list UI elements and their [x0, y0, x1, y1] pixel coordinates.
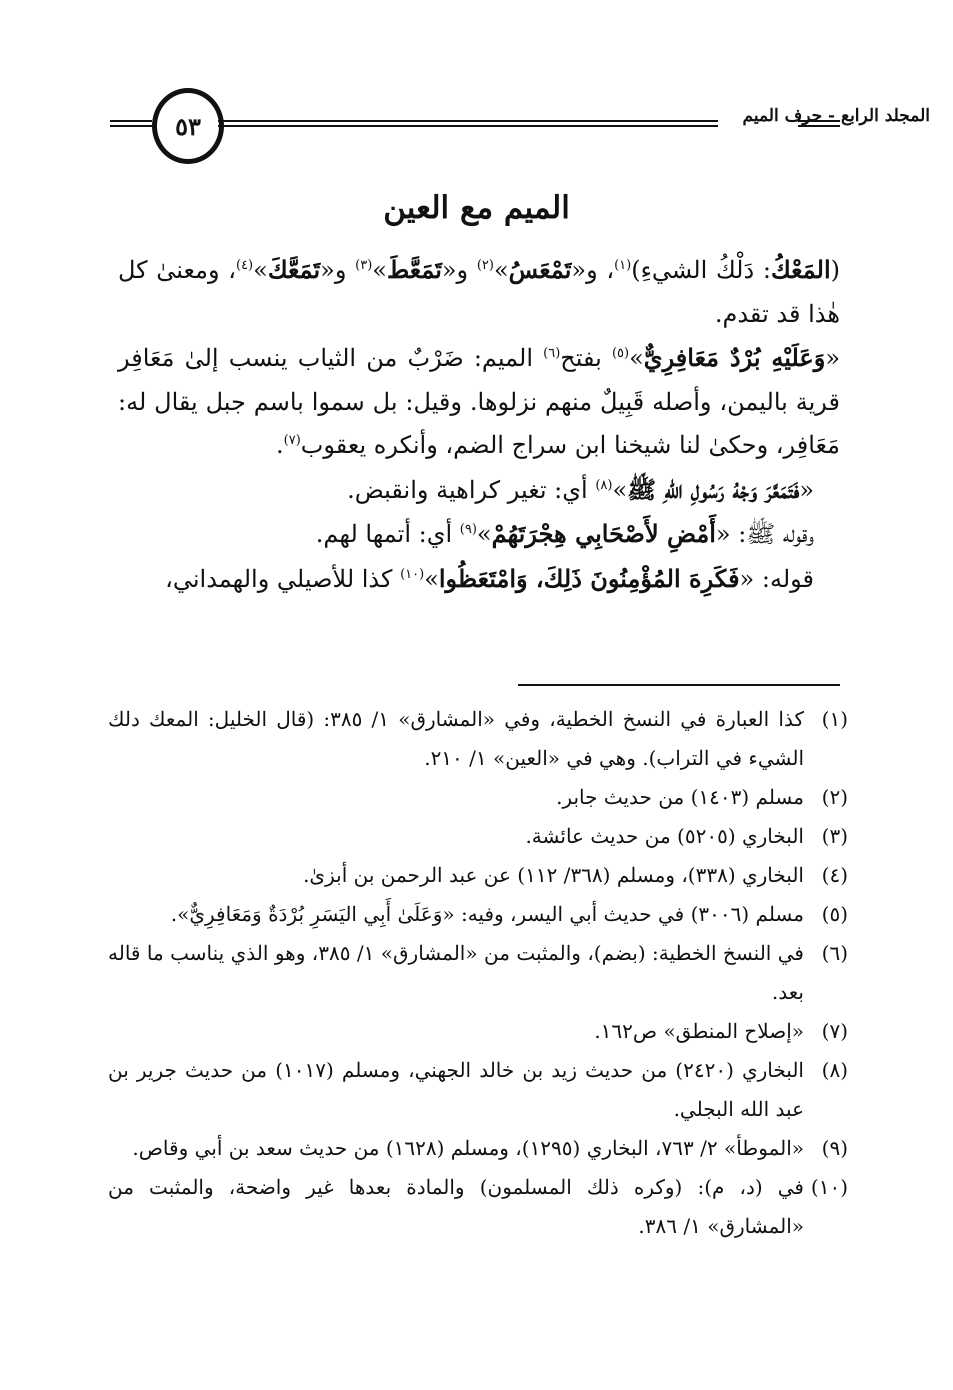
headword: فَتَمَعَّرَ وَجْهُ رَسُولِ اللهِ ﷺ — [627, 474, 800, 504]
footnote-number: (٩) — [821, 1136, 848, 1160]
footnote-5 — [108, 895, 848, 934]
paragraph-3: «فَتَمَعَّرَ وَجْهُ رَسُولِ اللهِ ﷺ»$^{(٨)}$ أي: تغير كراهية وانقبض. — [347, 474, 814, 504]
footnote-text: في النسخ الخطية: (بضم)، والمثبت من «المشارق» ١/ ٣٨٥، وهو الذي يناسب ما قاله بعد. — [108, 941, 804, 1004]
footnote-ref: (٣) — [355, 258, 373, 273]
footnote-6 — [108, 934, 848, 1012]
footnote-number: (١) — [821, 707, 848, 731]
headword: المَعْكُ — [770, 255, 831, 284]
footnote-7 — [108, 1012, 848, 1051]
paragraph-5: قوله: «فَكَرِهَ المُؤْمِنُونَ ذَلِكَ، وَامْتَعَظُوا»$^{(١٠)}$ كذا للأصيلي والهمداني، — [165, 563, 814, 593]
chapter-title: الميم مع العين — [383, 190, 570, 226]
footnote-number: (٣) — [821, 824, 848, 848]
header-rule-right — [798, 120, 840, 127]
footnote-4 — [108, 856, 848, 895]
footnote-ref: (٩) — [459, 522, 477, 537]
page-header — [110, 84, 930, 164]
footnote-number: (٤) — [821, 863, 848, 887]
footnote-2 — [108, 778, 848, 817]
footnote-9 — [108, 1129, 848, 1168]
footnote-text: مسلم (١٤٠٣) من حديث جابر. — [556, 785, 804, 809]
page-number: ٥٣ — [152, 88, 224, 164]
footnote-text: كذا العبارة في النسخ الخطية، وفي «المشارق» ١/ ٣٨٥: (قال الخليل: المعك دلك الشيء في التراب). وهي في «العين» ١/ ٢١٠. — [108, 707, 804, 770]
footnote-8 — [108, 1051, 848, 1129]
footnote-ref: (١٠) — [400, 566, 425, 582]
headword: تَمَعَّطَ — [386, 255, 442, 284]
running-head: المجلد الرابع - حرف الميم — [742, 106, 930, 126]
footnote-ref: (١) — [614, 258, 632, 273]
footnote-10 — [108, 1168, 848, 1246]
footnote-text: البخاري (٥٢٠٥) من حديث عائشة. — [525, 824, 804, 848]
header-rule-left — [110, 120, 152, 127]
headword: تَمَعَّكَ — [267, 255, 321, 284]
footnote-ref: (٤) — [235, 258, 254, 273]
footnote-3 — [108, 817, 848, 856]
footnote-divider — [518, 684, 840, 686]
footnote-1 — [108, 700, 848, 778]
footnote-number: (٧) — [821, 1019, 848, 1043]
headword: أَمْضِ لأَصْحَابِي هِجْرَتَهُمْ — [491, 519, 716, 548]
footnote-text: البخاري (٢٤٢٠) من حديث زيد بن خالد الجهني، ومسلم (١٠١٧) من حديث جرير بن عبد الله البجلي. — [108, 1058, 804, 1121]
footnote-text: البخاري (٣٣٨)، ومسلم (٣٦٨/ ١١٢) عن عبد الرحمن بن أبزىٰ. — [303, 863, 804, 887]
headword: وَعَلَيْهِ بُرْدٌ مَعَافِرِيٌّ — [643, 343, 826, 372]
footnote-ref: (٦) — [543, 346, 561, 361]
main-text — [118, 248, 840, 601]
headword: فَكَرِهَ المُؤْمِنُونَ ذَلِكَ، وَامْتَعَظُوا — [438, 563, 740, 593]
footnote-ref: (٢) — [476, 258, 494, 273]
footnote-number: (٦) — [821, 941, 848, 965]
footnote-text: في (د، م): (وكره ذلك المسلمون) والمادة بعدها غير واضحة، والمثبت من «المشارق» ١/ ٣٨٦. — [108, 1175, 804, 1238]
footnote-ref: (٨) — [595, 477, 613, 493]
footnote-ref: (٧) — [283, 433, 301, 448]
paragraph-2: «وَعَلَيْهِ بُرْدٌ مَعَافِرِيٌّ»$^{(٥)}$ بفتح$^{(٦)}$ الميم: ضَرْبٌ من الثياب ينسب إلىٰ مَعَافِر قرية باليمن، وأصله قَبِيلٌ منهم نزلوها. وقيل: بل سموا باسم جبل يقال له: مَعَافِر، وحكىٰ لنا شيخنا ابن سراج الضم، وأنكره يعقوب$^{(٧)}$. — [118, 343, 840, 459]
footnote-ref: (٥) — [611, 346, 630, 361]
paragraph-4: وقوله ﷺ: «أَمْضِ لأَصْحَابِي هِجْرَتَهُمْ»$^{(٩)}$ أي: أتمها لهم. — [315, 519, 814, 548]
footnote-number: (٥) — [821, 902, 848, 926]
footnote-text: «إصلاح المنطق» ص١٦٢. — [594, 1019, 804, 1043]
paragraph-1: (المَعْكُ: دَلْكُ الشيءِ)$^{(١)}$، و«تَمْعَسُ»$^{(٢)}$ و«تَمَعَّطَ»$^{(٣)}$ و«تَمَعَّكَ»$^{(٤)}$، ومعنىٰ كل هٰذا قد تقدم. — [118, 255, 840, 328]
footnote-text: «الموطأ» ٢/ ٧٦٣، البخاري (١٢٩٥)، ومسلم (١٦٢٨) من حديث سعد بن أبي وقاص. — [132, 1136, 804, 1160]
header-rule-middle — [218, 120, 718, 127]
footnotes — [108, 700, 848, 1246]
footnote-number: (٢) — [821, 785, 848, 809]
footnote-number: (١٠) — [810, 1175, 848, 1199]
footnote-number: (٨) — [821, 1058, 848, 1082]
footnote-text: مسلم (٣٠٠٦) في حديث أبي اليسر، وفيه: «وَعَلَىٰ أَبِي اليَسَرِ بُرْدَةٌ وَمَعَافِرِيٌّ». — [170, 902, 804, 926]
headword: تَمْعَسُ — [508, 255, 572, 284]
